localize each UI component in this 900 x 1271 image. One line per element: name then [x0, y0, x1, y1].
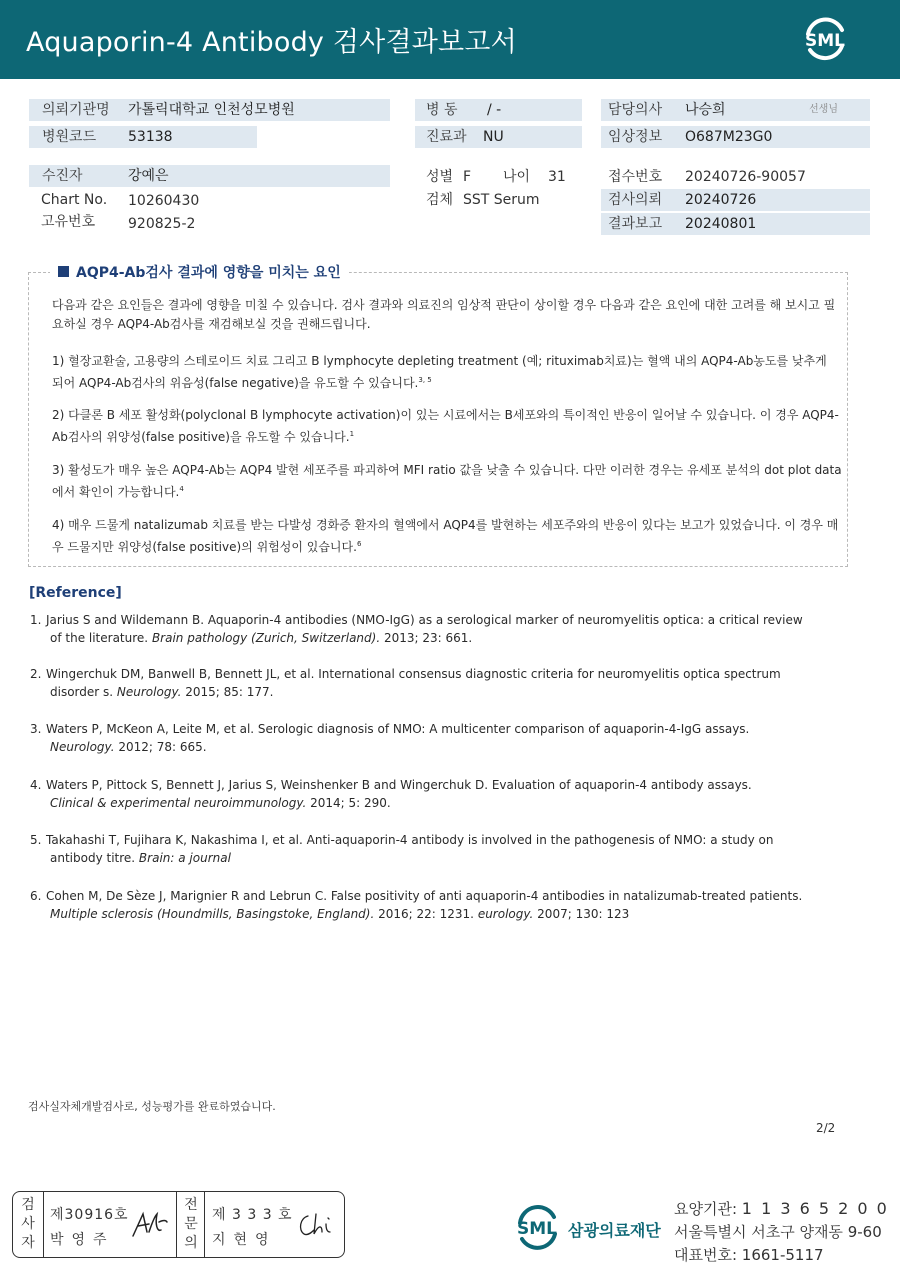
factor-item-sup: 1 [349, 430, 355, 438]
factor-item-sup: 6 [356, 540, 362, 548]
care-value: 1 1 3 6 5 2 0 0 [741, 1199, 889, 1218]
chart-label: Chart No. [41, 192, 108, 208]
phone-label: 대표번호: [674, 1246, 742, 1264]
report-value: 20240801 [685, 216, 757, 232]
signature-divider [204, 1192, 205, 1257]
specialist-vlabel-char: 전 [184, 1197, 198, 1213]
reference-text: disorder s. [50, 685, 117, 699]
tester-vlabel-char: 사 [21, 1216, 35, 1232]
reference-item-4 [30, 776, 870, 812]
reference-text: 2013; 23: 661. [380, 631, 473, 645]
id-label: 고유번호 [41, 214, 96, 230]
reference-text: antibody titre. [50, 851, 139, 865]
reference-line: Wingerchuk DM, Banwell B, Bennett JL, et al. International consensus diagnostic criteria for neuromyelitis optica spectrum [46, 667, 781, 681]
factor-item-1 [52, 352, 842, 393]
factor-item-text: 2) 다클론 B 세포 활성화(polyclonal B lymphocyte activation)이 있는 시료에서는 B세포와의 특이적인 반응이 일어날 수 있습니다. 이 경우 AQP4-Ab검사의 위양성(false positive)을 유도할 수 있습니다. [52, 408, 839, 444]
report-header [0, 0, 900, 79]
signature-divider [176, 1192, 177, 1257]
age-label: 나이 [503, 169, 531, 185]
reference-text: 2012; 78: 665. [114, 740, 207, 754]
care-label: 요양기관: [674, 1200, 742, 1218]
request-label: 검사의뢰 [608, 192, 663, 208]
reference-number: 5. [30, 833, 42, 847]
factors-title [50, 262, 349, 282]
report-row [601, 213, 870, 235]
reference-title: [Reference] [29, 585, 122, 601]
specialist-number: 제 3 3 3 호 [212, 1207, 293, 1223]
reference-line: Waters P, McKeon A, Leite M, et al. Serologic diagnosis of NMO: A multicenter comparison of aquaporin-4-IgG assays. [46, 722, 750, 736]
patient-value: 강예은 [128, 168, 169, 184]
receipt-value: 20240726-90057 [685, 169, 806, 185]
dept-value: NU [483, 129, 504, 145]
id-value: 920825-2 [128, 216, 196, 232]
institution-value: 가톨릭대학교 인천성모병원 [128, 102, 295, 118]
reference-text: 2014; 5: 290. [306, 796, 391, 810]
doctor-suffix: 선생님 [809, 104, 838, 115]
reference-text: 2007; 130: 123 [533, 907, 630, 921]
tester-name: 박영주 [50, 1232, 115, 1248]
institution-row [29, 99, 390, 121]
reference-journal: Clinical & experimental neuroimmunology. [50, 796, 307, 810]
reference-journal: Multiple sclerosis (Houndmills, Basingstoke, England). [50, 907, 375, 921]
factors-title-text: AQP4-Ab검사 결과에 영향을 미치는 요인 [76, 265, 341, 281]
reference-item-2 [30, 665, 870, 701]
signature-box [12, 1191, 345, 1258]
ward-label: 병 동 [426, 102, 458, 118]
ward-value: / - [487, 102, 502, 118]
clinical-value: O687M23G0 [685, 129, 773, 145]
sex-value: F [463, 169, 472, 185]
reference-line [30, 683, 870, 701]
reference-journal: Brain pathology (Zurich, Switzerland). [151, 631, 381, 645]
reference-line: Takahashi T, Fujihara K, Nakashima I, et al. Anti-aquaporin-4 antibody is involved in the pathogenesis of NMO: a study on [46, 833, 774, 847]
tester-vlabel-char: 자 [21, 1235, 35, 1251]
specialist-name: 지현영 [212, 1232, 277, 1248]
institution-label: 의뢰기관명 [42, 102, 110, 118]
sml-footer-logo-icon [510, 1199, 565, 1254]
reference-item-3 [30, 720, 870, 756]
age-value: 31 [548, 169, 566, 185]
factor-item-4 [52, 516, 842, 557]
sml-logo-text: SML [805, 31, 845, 51]
reference-number: 2. [30, 667, 42, 681]
footer-phone [674, 1244, 824, 1265]
ward-row [415, 99, 582, 121]
reference-text: of the literature. [50, 631, 152, 645]
tester-signature-icon [131, 1210, 169, 1240]
reference-item-6 [30, 887, 870, 923]
specialist-signature-icon [296, 1210, 336, 1240]
reference-line: Jarius S and Wildemann B. Aquaporin-4 antibodies (NMO-IgG) as a serological marker of neuromyelitis optica: a critical review [46, 613, 803, 627]
factor-item-2 [52, 406, 842, 447]
reference-text: 2016; 22: 1231. [374, 907, 478, 921]
phone-value: 1661-5117 [741, 1246, 824, 1264]
reference-line: Cohen M, De Sèze J, Marignier R and Lebrun C. False positivity of anti aquaporin-4 antibodies in natalizumab-treated patients. [46, 889, 803, 903]
report-label: 결과보고 [608, 216, 663, 232]
reference-number: 1. [30, 613, 42, 627]
factor-item-text: 3) 활성도가 매우 높은 AQP4-Ab는 AQP4 발현 세포주를 파괴하여 MFI ratio 값을 낮출 수 있습니다. 다만 이러한 경우는 유세포 분석의 dot plot data에서 확인이 가능합니다. [52, 463, 842, 499]
factor-item-text: 4) 매우 드물게 natalizumab 치료를 받는 다발성 경화증 환자의 혈액에서 AQP4를 발현하는 세포주와의 반응이 있다는 보고가 있었습니다. 이 경우 매우 드물지만 위양성(false positive)의 위험성이 있습니다. [52, 518, 839, 554]
factors-intro: 다음과 같은 요인들은 결과에 영향을 미칠 수 있습니다. 검사 결과와 의료진의 임상적 판단이 상이할 경우 다음과 같은 요인에 대한 고려를 해 보시고 필요하실 경우 AQP4-Ab검사를 재검해보실 것을 권해드립니다. [52, 298, 836, 331]
request-value: 20240726 [685, 192, 757, 208]
sml-logo-icon [798, 12, 852, 66]
factor-item-3 [52, 461, 842, 502]
doctor-row [601, 99, 870, 121]
reference-journal: Neurology. [50, 740, 115, 754]
reference-number: 4. [30, 778, 42, 792]
reference-number: 3. [30, 722, 42, 736]
specialist-vertical-label [181, 1196, 201, 1253]
hospital-code-row [29, 126, 257, 148]
sml-footer-logo-text: SML [517, 1219, 557, 1239]
clinical-label: 임상정보 [608, 129, 663, 145]
chart-value: 10260430 [128, 193, 200, 209]
specialist-vlabel-char: 의 [184, 1235, 198, 1251]
reference-line [30, 738, 870, 756]
reference-number: 6. [30, 889, 42, 903]
tester-vertical-label [18, 1196, 38, 1253]
doctor-label: 담당의사 [608, 102, 663, 118]
tester-vlabel-char: 검 [21, 1197, 35, 1213]
factor-item-sup: 3, 5 [418, 376, 432, 384]
tester-number: 제30916호 [50, 1207, 129, 1223]
request-row [601, 189, 870, 211]
hospital-code-label: 병원코드 [42, 129, 97, 145]
dept-label: 진료과 [426, 129, 467, 145]
reference-line [30, 629, 870, 647]
clinical-row [601, 126, 870, 148]
report-title: Aquaporin-4 Antibody 검사결과보고서 [26, 27, 517, 58]
specimen-value: SST Serum [463, 192, 540, 208]
care-institution-number [674, 1198, 889, 1219]
reference-journal: eurology. [477, 907, 534, 921]
reference-line [30, 849, 870, 867]
patient-row [29, 165, 390, 187]
reference-journal: Neurology. [116, 685, 182, 699]
patient-label: 수진자 [42, 168, 83, 184]
reference-text: 2015; 85: 177. [181, 685, 274, 699]
factor-item-sup: 4 [179, 485, 184, 493]
doctor-value: 나승희 [685, 102, 726, 118]
signature-divider [43, 1192, 44, 1257]
hospital-code-value: 53138 [128, 129, 173, 145]
specialist-vlabel-char: 문 [184, 1216, 198, 1232]
square-bullet-icon [58, 266, 69, 277]
receipt-label: 접수번호 [608, 169, 663, 185]
reference-line [30, 794, 870, 812]
reference-line [30, 905, 870, 923]
reference-item-5 [30, 831, 870, 867]
sex-label: 성별 [426, 169, 454, 185]
footer-address: 서울특별시 서초구 양재동 9-60 [674, 1223, 882, 1241]
factor-item-text: 1) 혈장교환술, 고용량의 스테로이드 치료 그리고 B lymphocyte depleting treatment (예; rituximab치료)는 혈액 내의 AQP4-Ab농도를 낮추게 되어 AQP4-Ab검사의 위음성(false negative)을 유도할 수 있습니다. [52, 354, 827, 390]
validation-note: 검사실자체개발검사로, 성능평가를 완료하였습니다. [28, 1100, 276, 1113]
page-number: 2/2 [816, 1121, 836, 1135]
specimen-label: 검체 [426, 192, 454, 208]
reference-line: Waters P, Pittock S, Bennett J, Jarius S, Weinshenker B and Wingerchuk D. Evaluation of aquaporin-4 antibody assays. [46, 778, 752, 792]
foundation-name: 삼광의료재단 [568, 1221, 661, 1240]
reference-item-1 [30, 611, 870, 647]
reference-journal: Brain: a journal [138, 851, 231, 865]
dept-row [415, 126, 582, 148]
